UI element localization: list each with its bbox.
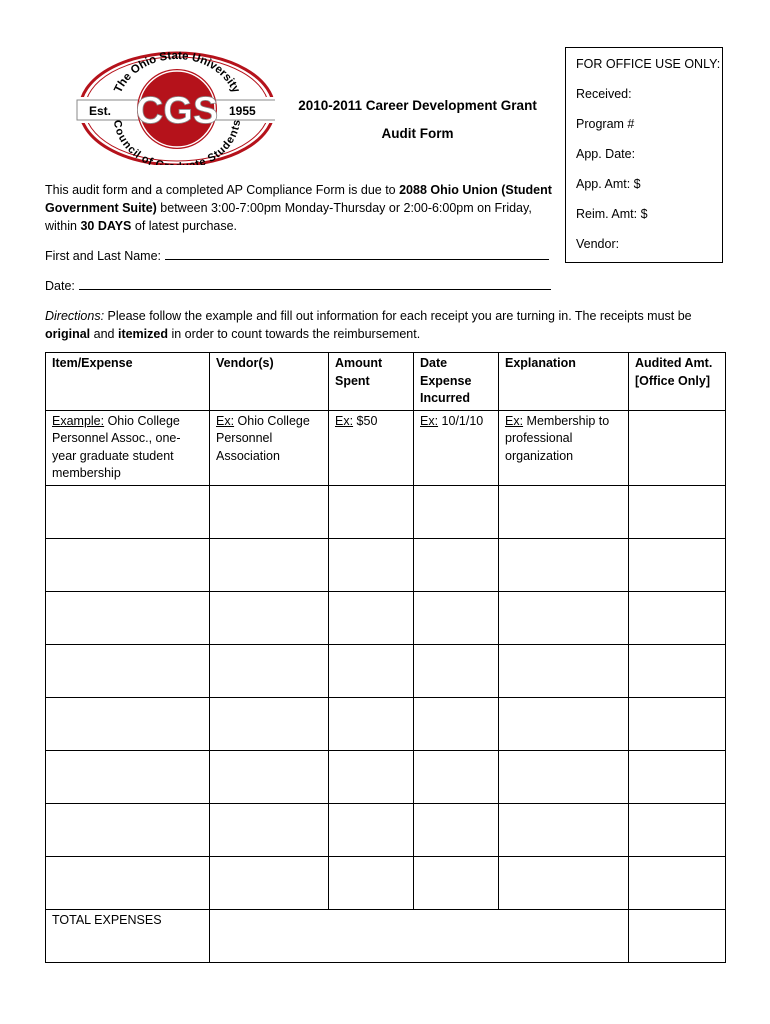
cgs-initials: CGS bbox=[135, 90, 219, 132]
intro-paragraph bbox=[45, 181, 565, 235]
entry-amount-cell[interactable] bbox=[329, 697, 414, 750]
entry-item-cell[interactable] bbox=[46, 856, 210, 909]
header-explanation: Explanation bbox=[499, 353, 629, 411]
total-audited-cell[interactable] bbox=[629, 909, 726, 962]
directions-text-1: Please follow the example and fill out information for each receipt you are turning in. The receipts must be bbox=[104, 309, 692, 323]
year-text: 1955 bbox=[229, 104, 256, 118]
name-label: First and Last Name: bbox=[45, 249, 162, 263]
entry-item-cell[interactable] bbox=[46, 644, 210, 697]
directions-paragraph bbox=[45, 307, 725, 343]
date-label: Date: bbox=[45, 279, 75, 293]
directions-original: original bbox=[45, 327, 91, 341]
entry-vendor-cell[interactable] bbox=[210, 591, 329, 644]
intro-deadline: 30 DAYS bbox=[80, 219, 132, 233]
entry-item-cell[interactable] bbox=[46, 538, 210, 591]
table-row bbox=[46, 697, 726, 750]
example-amount: Ex: $50 bbox=[329, 410, 414, 485]
vendor-field[interactable]: Vendor: bbox=[576, 237, 620, 251]
name-row bbox=[45, 246, 549, 265]
table-row bbox=[46, 856, 726, 909]
entry-date-cell[interactable] bbox=[414, 803, 499, 856]
entry-audited-cell[interactable] bbox=[629, 591, 726, 644]
intro-location: 2088 Ohio Union (Student Government Suite) bbox=[45, 183, 552, 215]
entry-amount-cell[interactable] bbox=[329, 485, 414, 538]
header-audited: Audited Amt. [Office Only] bbox=[629, 353, 726, 411]
logo-arc-top: The Ohio State University bbox=[112, 49, 242, 95]
example-item: Example: Ohio College Personnel Assoc., one-year graduate student membership bbox=[46, 410, 210, 485]
entry-audited-cell[interactable] bbox=[629, 803, 726, 856]
header-amount: Amount Spent bbox=[329, 353, 414, 411]
app-date-field[interactable]: App. Date: bbox=[576, 147, 636, 161]
office-use-box bbox=[565, 47, 723, 263]
office-heading: FOR OFFICE USE ONLY: bbox=[576, 57, 721, 71]
entry-explanation-cell[interactable] bbox=[499, 803, 629, 856]
entry-amount-cell[interactable] bbox=[329, 856, 414, 909]
entry-explanation-cell[interactable] bbox=[499, 856, 629, 909]
entry-explanation-cell[interactable] bbox=[499, 697, 629, 750]
entry-amount-cell[interactable] bbox=[329, 644, 414, 697]
entry-amount-cell[interactable] bbox=[329, 803, 414, 856]
table-row bbox=[46, 750, 726, 803]
entry-vendor-cell[interactable] bbox=[210, 856, 329, 909]
example-explanation: Ex: Membership to professional organization bbox=[499, 410, 629, 485]
entry-date-cell[interactable] bbox=[414, 591, 499, 644]
total-row bbox=[46, 909, 726, 962]
entry-amount-cell[interactable] bbox=[329, 591, 414, 644]
entry-explanation-cell[interactable] bbox=[499, 591, 629, 644]
entry-date-cell[interactable] bbox=[414, 697, 499, 750]
header-date: Date Expense Incurred bbox=[414, 353, 499, 411]
entry-vendor-cell[interactable] bbox=[210, 803, 329, 856]
header-item: Item/Expense bbox=[46, 353, 210, 411]
est-text: Est. bbox=[89, 104, 112, 118]
example-date: Ex: 10/1/10 bbox=[414, 410, 499, 485]
table-row bbox=[46, 644, 726, 697]
form-subtitle: Audit Form bbox=[381, 126, 454, 141]
entry-item-cell[interactable] bbox=[46, 591, 210, 644]
example-row bbox=[46, 410, 726, 485]
entry-vendor-cell[interactable] bbox=[210, 750, 329, 803]
entry-explanation-cell[interactable] bbox=[499, 644, 629, 697]
entry-explanation-cell[interactable] bbox=[499, 485, 629, 538]
entry-item-cell[interactable] bbox=[46, 750, 210, 803]
entry-audited-cell[interactable] bbox=[629, 697, 726, 750]
program-field[interactable]: Program # bbox=[576, 117, 635, 131]
table-row bbox=[46, 803, 726, 856]
entry-audited-cell[interactable] bbox=[629, 856, 726, 909]
logo-arc-bottom: Council of te Students bbox=[110, 119, 244, 165]
form-title: 2010-2011 Career Development Grant bbox=[298, 98, 537, 113]
directions-label: Directions: bbox=[45, 309, 105, 323]
received-field[interactable]: Received: bbox=[576, 87, 632, 101]
name-input-line[interactable] bbox=[165, 246, 549, 260]
directions-and: and bbox=[90, 327, 118, 341]
reim-amt-field[interactable]: Reim. Amt: $ bbox=[576, 207, 648, 221]
entry-date-cell[interactable] bbox=[414, 750, 499, 803]
entry-audited-cell[interactable] bbox=[629, 644, 726, 697]
directions-text-2: in order to count towards the reimbursement. bbox=[167, 327, 421, 341]
entry-date-cell[interactable] bbox=[414, 644, 499, 697]
entry-date-cell[interactable] bbox=[414, 538, 499, 591]
table-header-row bbox=[46, 353, 726, 411]
date-input-line[interactable] bbox=[79, 276, 551, 290]
table-row bbox=[46, 591, 726, 644]
entry-amount-cell[interactable] bbox=[329, 750, 414, 803]
directions-itemized: itemized bbox=[117, 327, 168, 341]
total-amount-cell[interactable] bbox=[210, 909, 629, 962]
entry-vendor-cell[interactable] bbox=[210, 538, 329, 591]
entry-audited-cell[interactable] bbox=[629, 538, 726, 591]
entry-item-cell[interactable] bbox=[46, 803, 210, 856]
example-vendor: Ex: Ohio College Personnel Association bbox=[210, 410, 329, 485]
cgs-logo bbox=[75, 45, 275, 165]
entry-amount-cell[interactable] bbox=[329, 538, 414, 591]
table-row bbox=[46, 485, 726, 538]
entry-date-cell[interactable] bbox=[414, 856, 499, 909]
entry-vendor-cell[interactable] bbox=[210, 485, 329, 538]
app-amt-field[interactable]: App. Amt: $ bbox=[576, 177, 641, 191]
audit-table bbox=[45, 352, 726, 963]
entry-explanation-cell[interactable] bbox=[499, 750, 629, 803]
entry-item-cell[interactable] bbox=[46, 697, 210, 750]
entry-vendor-cell[interactable] bbox=[210, 697, 329, 750]
entry-date-cell[interactable] bbox=[414, 485, 499, 538]
example-audited bbox=[629, 410, 726, 485]
intro-text-1: This audit form and a completed AP Compliance Form is due to bbox=[45, 183, 400, 197]
header-vendor: Vendor(s) bbox=[210, 353, 329, 411]
entry-audited-cell[interactable] bbox=[629, 485, 726, 538]
intro-text-3: of latest purchase. bbox=[131, 219, 238, 233]
entry-audited-cell[interactable] bbox=[629, 750, 726, 803]
table-row bbox=[46, 538, 726, 591]
entry-explanation-cell[interactable] bbox=[499, 538, 629, 591]
entry-vendor-cell[interactable] bbox=[210, 644, 329, 697]
total-label: TOTAL EXPENSES bbox=[46, 909, 210, 962]
date-row bbox=[45, 276, 551, 295]
entry-item-cell[interactable] bbox=[46, 485, 210, 538]
intro-text-2: between 3:00-7:00pm Monday-Thursday or 2:00-6:00pm on Friday, within bbox=[45, 201, 532, 233]
